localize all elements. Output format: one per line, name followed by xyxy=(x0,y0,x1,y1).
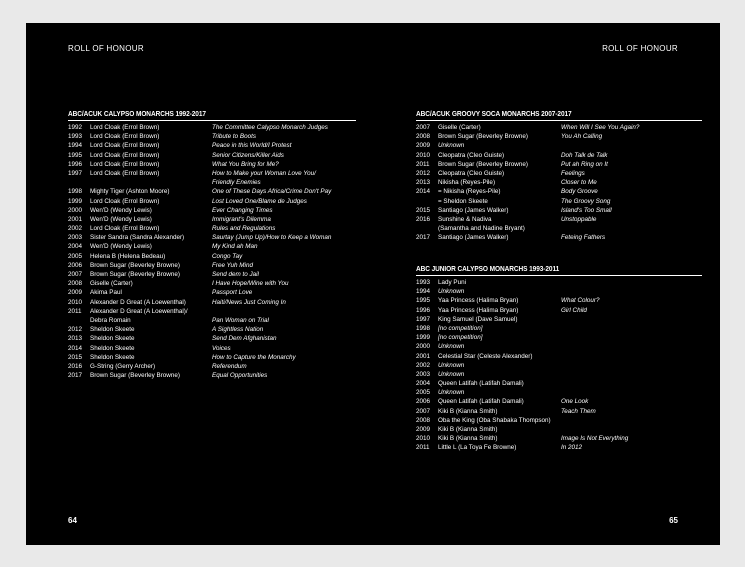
year-cell: 2010 xyxy=(416,151,431,159)
song-cell: Voices xyxy=(212,344,231,352)
name-cell: Queen Latifah (Latifah Damali) xyxy=(438,398,524,406)
table-row xyxy=(416,296,702,305)
song-cell: What You Bring for Me? xyxy=(212,160,279,168)
name-cell: Sister Sandra (Sandra Alexander) xyxy=(90,234,185,242)
song-cell: Tribute to Boots xyxy=(212,133,256,141)
year-cell: 2013 xyxy=(416,179,431,187)
name-cell: Mighty Tiger (Ashton Moore) xyxy=(90,188,170,196)
name-cell: Unknown xyxy=(438,361,465,369)
song-cell: Referendum xyxy=(212,362,247,370)
song-cell: Congo Tay xyxy=(212,252,243,260)
song-cell: Send Dem Afghanistan xyxy=(212,335,277,343)
song-cell: I Have Hope/Wine with You xyxy=(212,280,289,288)
name-cell: Brown Sugar (Beverley Browne) xyxy=(90,261,180,269)
year-cell: 1999 xyxy=(416,334,431,342)
name-cell: Unknown xyxy=(438,288,465,296)
year-cell: 2004 xyxy=(416,380,431,388)
table-row xyxy=(68,344,356,353)
table-row xyxy=(416,278,702,287)
year-cell: 2008 xyxy=(416,416,431,424)
year-cell: 1995 xyxy=(416,297,431,305)
left-page xyxy=(26,23,373,545)
song-cell: Island's Too Small xyxy=(561,206,612,214)
table-row xyxy=(68,371,356,380)
name-cell: Unknown xyxy=(438,389,465,397)
name-cell: [no competition] xyxy=(438,334,483,342)
table-row xyxy=(416,233,702,242)
section-rule xyxy=(416,275,702,276)
song-cell: You Ah Calling xyxy=(561,133,603,141)
table-row xyxy=(68,362,356,371)
year-cell: 2007 xyxy=(416,407,431,415)
name-cell: Nikisha (Reyes-Pile) xyxy=(438,179,496,187)
table-row xyxy=(416,132,702,141)
table-row xyxy=(68,132,356,141)
song-cell: Body Groove xyxy=(561,188,598,196)
year-cell: 2008 xyxy=(416,133,431,141)
name-cell: Sheldon Skeete xyxy=(90,344,135,352)
table-row xyxy=(68,123,356,132)
table-row xyxy=(416,370,702,379)
right-page xyxy=(373,23,720,545)
year-cell: 2001 xyxy=(68,215,83,223)
section-title: ABC JUNIOR CALYPSO MONARCHS 1993-2011 xyxy=(416,264,560,273)
year-cell: 2008 xyxy=(68,280,83,288)
year-cell: 2010 xyxy=(416,435,431,443)
table-row xyxy=(68,307,356,316)
table-row xyxy=(68,206,356,215)
table-row xyxy=(68,233,356,242)
table-row xyxy=(68,141,356,150)
song-cell: Friendly Enemies xyxy=(212,179,261,187)
table-row xyxy=(416,178,702,187)
name-cell: Lord Cloak (Errol Brown) xyxy=(90,160,160,168)
table-row xyxy=(416,141,702,150)
song-cell: Lost Loved One/Blame de Judges xyxy=(212,197,307,205)
table-row xyxy=(68,288,356,297)
table-row xyxy=(416,443,702,452)
table-row xyxy=(416,160,702,169)
year-cell: 2005 xyxy=(416,389,431,397)
song-cell: One of These Days Africa/Crime Don't Pay xyxy=(212,188,332,196)
year-cell: 2015 xyxy=(68,353,83,361)
name-cell: Unknown xyxy=(438,370,465,378)
year-cell: 2014 xyxy=(416,188,431,196)
song-cell: Haiti/News Just Coming In xyxy=(212,298,286,306)
year-cell: 1992 xyxy=(68,124,83,131)
section-title: ABC/ACUK GROOVY SOCA MONARCHS 2007-2017 xyxy=(416,109,572,118)
song-cell: What Colour? xyxy=(561,297,600,305)
winners-list xyxy=(416,278,702,453)
table-row xyxy=(68,316,356,325)
year-cell: 2003 xyxy=(416,370,431,378)
song-cell: Girl Child xyxy=(561,306,587,314)
table-row xyxy=(416,416,702,425)
table-row xyxy=(68,215,356,224)
song-cell: Feelings xyxy=(561,169,585,177)
song-cell: Senior Citizens/Killer Aids xyxy=(212,151,284,159)
groovy-soca-section xyxy=(416,108,702,242)
table-row xyxy=(416,224,702,233)
table-row xyxy=(68,298,356,307)
year-cell: 1995 xyxy=(68,151,83,159)
section-title: ABC/ACUK CALYPSO MONARCHS 1992-2017 xyxy=(68,109,206,118)
year-cell: 1998 xyxy=(68,188,83,196)
year-cell: 2002 xyxy=(416,361,431,369)
year-cell: 1998 xyxy=(416,324,431,332)
song-cell: In 2012 xyxy=(561,444,583,452)
name-cell: (Samantha and Nadine Bryant) xyxy=(438,225,525,233)
year-cell: 2005 xyxy=(68,252,83,260)
table-row xyxy=(68,334,356,343)
running-head: ROLL OF HONOUR xyxy=(68,44,144,53)
year-cell: 1999 xyxy=(68,197,83,205)
name-cell: Wen'D (Wendy Lewis) xyxy=(90,243,152,251)
table-row xyxy=(68,187,356,196)
year-cell: 1993 xyxy=(416,279,431,286)
year-cell: 2009 xyxy=(68,289,83,297)
table-row xyxy=(416,123,702,132)
table-row xyxy=(68,353,356,362)
table-row xyxy=(416,324,702,333)
name-cell: Sunshine & Nadiva xyxy=(438,215,492,223)
year-cell: 1996 xyxy=(68,160,83,168)
name-cell: Cleopatra (Cleo Guiste) xyxy=(438,151,505,159)
year-cell: 2006 xyxy=(68,261,83,269)
name-cell: Alexander D Great (A Loewenthal)/ xyxy=(90,307,188,315)
name-cell: Yaa Princess (Halima Bryan) xyxy=(438,297,519,305)
name-cell: Akima Paul xyxy=(90,289,122,297)
name-cell: = Sheldon Skeete xyxy=(438,197,488,205)
year-cell: 2013 xyxy=(68,335,83,343)
table-row xyxy=(416,315,702,324)
name-cell: Brown Sugar (Beverley Browne) xyxy=(438,160,528,168)
song-cell: Saurtay (Jump Up)/How to Keep a Woman xyxy=(212,234,332,242)
song-cell: Doh Talk de Talk xyxy=(561,151,608,159)
song-cell: One Look xyxy=(561,398,589,406)
winners-list xyxy=(416,123,702,242)
year-cell: 1997 xyxy=(68,169,83,177)
table-row xyxy=(416,379,702,388)
song-cell: Pan Woman on Trial xyxy=(212,316,269,324)
song-cell: Feteing Fathers xyxy=(561,234,606,242)
song-cell: Passport Love xyxy=(212,289,253,297)
name-cell: Sheldon Skeete xyxy=(90,335,135,343)
table-row xyxy=(68,151,356,160)
name-cell: = Nikisha (Reyes-Pile) xyxy=(438,188,501,196)
name-cell: Santiago (James Walker) xyxy=(438,206,509,214)
song-cell: When Will I See You Again? xyxy=(561,124,640,131)
song-cell: A Sightless Nation xyxy=(212,326,264,334)
table-row xyxy=(416,333,702,342)
section-rule xyxy=(416,120,702,121)
page-number: 65 xyxy=(669,516,678,525)
song-cell: Unstoppable xyxy=(561,215,597,223)
section-rule xyxy=(68,120,356,121)
song-cell: Rules and Regulations xyxy=(212,225,276,233)
song-cell: Image Is Not Everything xyxy=(561,435,629,443)
name-cell: Brown Sugar (Beverley Browne) xyxy=(90,271,180,278)
name-cell: Brown Sugar (Beverley Browne) xyxy=(438,133,528,141)
table-row xyxy=(416,361,702,370)
year-cell: 2001 xyxy=(416,352,431,360)
song-cell: Ever Changing Times xyxy=(212,206,273,214)
name-cell: Wen'D (Wendy Lewis) xyxy=(90,215,152,223)
name-cell: Yaa Princess (Halima Bryan) xyxy=(438,306,519,314)
name-cell: Sheldon Skeete xyxy=(90,353,135,361)
year-cell: 1994 xyxy=(416,288,431,296)
year-cell: 2009 xyxy=(416,426,431,433)
name-cell: Queen Latifah (Latifah Damali) xyxy=(438,380,524,388)
name-cell: Lord Cloak (Errol Brown) xyxy=(90,197,160,205)
year-cell: 2017 xyxy=(416,234,431,242)
name-cell: Unknown xyxy=(438,142,465,150)
name-cell: Brown Sugar (Beverley Browne) xyxy=(90,372,180,380)
table-row xyxy=(416,206,702,215)
year-cell: 2004 xyxy=(68,243,83,251)
name-cell: Cleopatra (Cleo Guiste) xyxy=(438,169,505,177)
name-cell: Lady Puni xyxy=(438,279,467,286)
song-cell: The Committee Calypso Monarch Judges xyxy=(212,124,328,131)
name-cell: Lord Cloak (Errol Brown) xyxy=(90,225,160,233)
song-cell: Put ah Ring on It xyxy=(561,160,608,168)
table-row xyxy=(68,169,356,178)
winners-list xyxy=(68,123,356,380)
calypso-monarchs-section xyxy=(68,108,356,380)
song-cell: How to Make your Woman Love You/ xyxy=(212,169,316,177)
name-cell: King Samuel (Dave Samuel) xyxy=(438,315,518,323)
year-cell: 2017 xyxy=(68,372,83,380)
song-cell: Free Yuh Mind xyxy=(212,261,253,269)
table-row xyxy=(68,270,356,279)
year-cell: 2000 xyxy=(416,343,431,351)
name-cell: Giselle (Carter) xyxy=(90,280,133,288)
year-cell: 2012 xyxy=(68,326,83,334)
table-row xyxy=(416,425,702,434)
table-row xyxy=(416,306,702,315)
year-cell: 2011 xyxy=(68,307,82,315)
year-cell: 2002 xyxy=(68,225,83,233)
year-cell: 2000 xyxy=(68,206,83,214)
table-row xyxy=(68,224,356,233)
song-cell: Immigrant's Dilemma xyxy=(212,215,271,223)
song-cell: Teach Them xyxy=(561,407,596,415)
song-cell: Equal Opportunities xyxy=(212,372,268,380)
song-cell: My Kind ah Man xyxy=(212,243,258,251)
table-row xyxy=(416,187,702,196)
song-cell: Peace in this World/I Protest xyxy=(212,142,292,150)
year-cell: 2014 xyxy=(68,344,83,352)
name-cell: G-String (Gerry Archer) xyxy=(90,362,156,370)
name-cell: Kiki B (Kianna Smith) xyxy=(438,407,498,415)
year-cell: 2011 xyxy=(416,160,430,168)
name-cell: Unknown xyxy=(438,343,465,351)
book-spread xyxy=(26,23,720,545)
year-cell: 2009 xyxy=(416,142,431,150)
table-row xyxy=(416,388,702,397)
table-row xyxy=(68,242,356,251)
table-row xyxy=(416,407,702,416)
year-cell: 2007 xyxy=(416,124,431,131)
song-cell: Send dem to Jail xyxy=(212,271,259,278)
year-cell: 1996 xyxy=(416,306,431,314)
year-cell: 2011 xyxy=(416,444,430,452)
table-row xyxy=(68,252,356,261)
year-cell: 2010 xyxy=(68,298,83,306)
year-cell: 1997 xyxy=(416,315,431,323)
table-row xyxy=(416,352,702,361)
table-row xyxy=(68,178,356,187)
name-cell: Little L (La Toya Fe Browne) xyxy=(438,444,517,452)
name-cell: Debra Romain xyxy=(90,316,131,324)
year-cell: 1994 xyxy=(68,142,83,150)
year-cell: 2015 xyxy=(416,206,431,214)
table-row xyxy=(416,151,702,160)
table-row xyxy=(416,169,702,178)
year-cell: 2006 xyxy=(416,398,431,406)
name-cell: Oba the King (Oba Shabaka Thompson) xyxy=(438,416,551,424)
name-cell: Lord Cloak (Errol Brown) xyxy=(90,142,160,150)
table-row xyxy=(416,342,702,351)
name-cell: Santiago (James Walker) xyxy=(438,234,509,242)
name-cell: Kiki B (Kianna Smith) xyxy=(438,426,498,433)
year-cell: 2016 xyxy=(68,362,83,370)
table-row xyxy=(68,197,356,206)
table-row xyxy=(416,434,702,443)
year-cell: 1993 xyxy=(68,133,83,141)
name-cell: Lord Cloak (Errol Brown) xyxy=(90,151,160,159)
name-cell: Lord Cloak (Errol Brown) xyxy=(90,133,160,141)
name-cell: Kiki B (Kianna Smith) xyxy=(438,435,498,443)
table-row xyxy=(416,287,702,296)
song-cell: Closer to Me xyxy=(561,179,597,187)
name-cell: Giselle (Carter) xyxy=(438,124,481,131)
name-cell: Lord Cloak (Errol Brown) xyxy=(90,169,160,177)
table-row xyxy=(416,197,702,206)
year-cell: 2007 xyxy=(68,271,83,278)
name-cell: Alexander D Great (A Loewenthal) xyxy=(90,298,186,306)
name-cell: Sheldon Skeete xyxy=(90,326,135,334)
song-cell: The Groovy Song xyxy=(561,197,611,205)
year-cell: 2012 xyxy=(416,169,431,177)
name-cell: [no competition] xyxy=(438,324,483,332)
year-cell: 2003 xyxy=(68,234,83,242)
page-number: 64 xyxy=(68,516,77,525)
junior-calypso-section xyxy=(416,263,702,453)
table-row xyxy=(416,215,702,224)
table-row xyxy=(68,279,356,288)
table-row xyxy=(416,397,702,406)
table-row xyxy=(68,160,356,169)
table-row xyxy=(68,325,356,334)
name-cell: Lord Cloak (Errol Brown) xyxy=(90,124,160,131)
name-cell: Celestial Star (Celeste Alexander) xyxy=(438,352,533,360)
running-head: ROLL OF HONOUR xyxy=(602,44,678,53)
name-cell: Helena B (Helena Bedeau) xyxy=(90,252,166,260)
year-cell: 2016 xyxy=(416,215,431,223)
table-row xyxy=(68,261,356,270)
name-cell: Wen'D (Wendy Lewis) xyxy=(90,206,152,214)
song-cell: How to Capture the Monarchy xyxy=(212,353,296,361)
